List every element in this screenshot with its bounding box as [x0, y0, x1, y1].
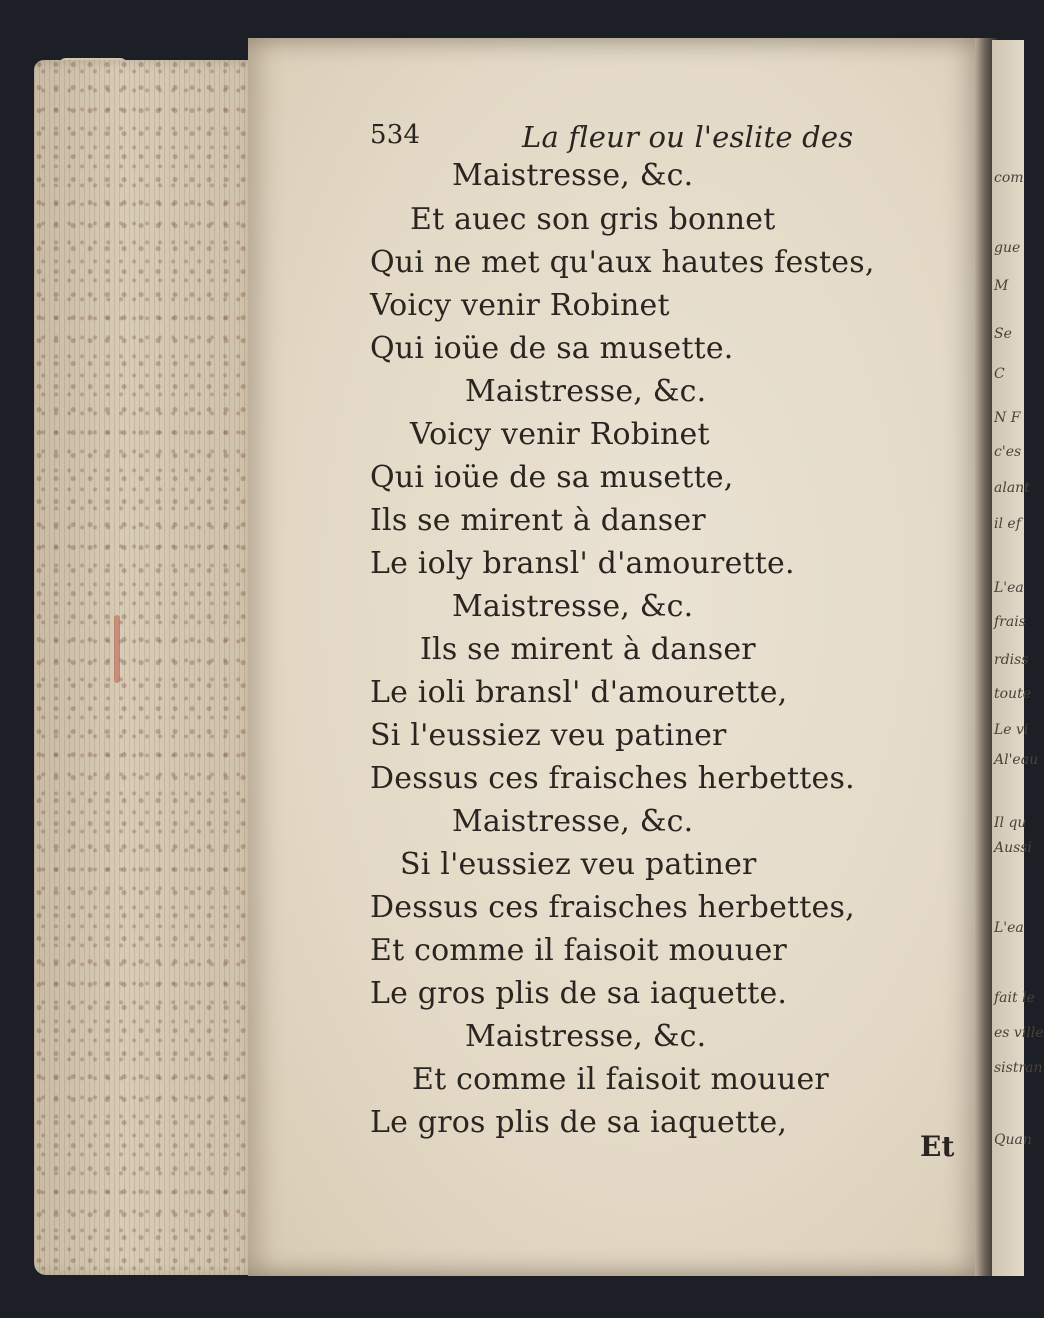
verse-line: Qui ioüe de sa musette.	[370, 331, 734, 366]
facing-fragment: com	[994, 170, 1024, 186]
facing-fragment: Quan	[994, 1132, 1032, 1148]
verse-line: Maistresse, &c.	[452, 158, 694, 193]
verse-line: Et comme il faisoit mouuer	[412, 1062, 829, 1097]
verse-line: Ils se mirent à danser	[420, 632, 756, 667]
verse-line: Maistresse, &c.	[452, 589, 694, 624]
verse-line: Qui ne met qu'aux hautes festes,	[370, 245, 875, 280]
verse-line: Le ioli bransl' d'amourette,	[370, 675, 788, 710]
verse-line: Le ioly bransl' d'amourette.	[370, 546, 795, 581]
facing-fragment: il ef	[994, 516, 1021, 532]
facing-fragment: sistran	[994, 1060, 1043, 1076]
verse-line: Dessus ces fraisches herbettes,	[370, 890, 855, 925]
facing-fragment: C	[994, 366, 1005, 382]
verse-line: Le gros plis de sa iaquette.	[370, 976, 788, 1011]
facing-fragment: gue	[994, 240, 1021, 256]
facing-fragment: L'ea	[994, 920, 1024, 936]
facing-fragment: Il qu	[994, 815, 1027, 831]
verse-line: Dessus ces fraisches herbettes.	[370, 761, 855, 796]
verse-line: Qui ioüe de sa musette,	[370, 460, 734, 495]
catchword: Et	[920, 1130, 955, 1163]
running-head: La fleur ou l'eslite des	[522, 120, 854, 154]
facing-fragment: L'ea	[994, 580, 1024, 596]
facing-fragment: c'es	[994, 444, 1022, 460]
facing-fragment: Al'eau	[994, 752, 1039, 768]
verse-line: Le gros plis de sa iaquette,	[370, 1105, 788, 1140]
verse-line: Et auec son gris bonnet	[410, 202, 776, 237]
facing-fragment: rdiss	[994, 652, 1029, 668]
facing-fragment: toute	[994, 686, 1031, 702]
verse-line: Maistresse, &c.	[452, 804, 694, 839]
verse-line: Voicy venir Robinet	[370, 288, 670, 323]
facing-fragment: alant	[994, 480, 1030, 496]
facing-fragment: Aussi	[994, 840, 1032, 856]
facing-fragment: frais	[994, 614, 1026, 630]
verse-line: Et comme il faisoit mouuer	[370, 933, 787, 968]
verse-line: Si l'eussiez veu patiner	[400, 847, 757, 882]
facing-fragment: es ville	[994, 1025, 1044, 1041]
verse-line: Ils se mirent à danser	[370, 503, 706, 538]
verse-line: Maistresse, &c.	[465, 1019, 707, 1054]
verse-line: Si l'eussiez veu patiner	[370, 718, 727, 753]
facing-fragment: Le vi	[994, 722, 1029, 738]
facing-fragment: Se	[994, 326, 1012, 342]
verse-line: Voicy venir Robinet	[410, 417, 710, 452]
facing-fragment: M	[994, 278, 1009, 294]
page-number: 534	[370, 120, 421, 150]
facing-fragment: N F	[994, 410, 1021, 426]
verse-line: Maistresse, &c.	[465, 374, 707, 409]
facing-fragment: fait le	[994, 990, 1035, 1006]
